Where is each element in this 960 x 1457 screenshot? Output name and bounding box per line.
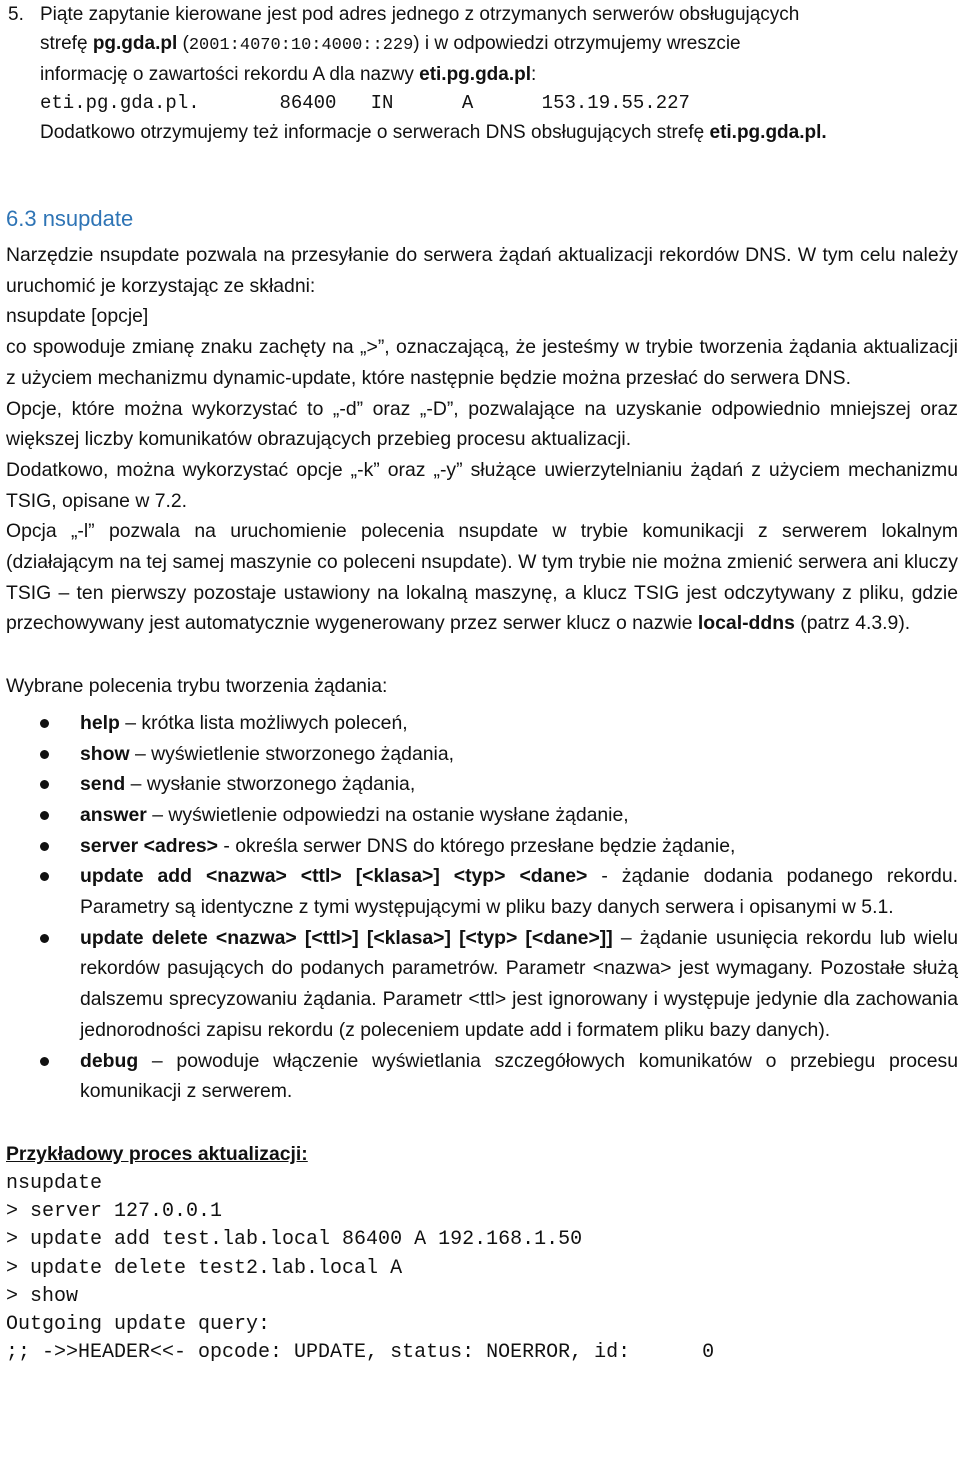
bullet-icon — [40, 750, 49, 759]
code-line: > show — [6, 1284, 79, 1308]
bullet-icon — [40, 780, 49, 789]
item5-line-1: Piąte zapytanie kierowane jest pod adres jednego z otrzymanych serwerów obsługujących — [40, 4, 800, 25]
bullet-icon — [40, 811, 49, 820]
bullet-icon — [40, 719, 49, 728]
syntax-line: nsupdate [opcje] — [6, 305, 149, 328]
list-item: show – wyświetlenie stworzonego żądania, — [6, 739, 958, 770]
zone-name-2: eti.pg.gda.pl. — [709, 122, 827, 143]
item5-line-3: informację o zawartości rekordu A dla nazwy eti.pg.gda.pl: — [40, 64, 537, 85]
ipv6-address: 2001:4070:10:4000::229 — [188, 36, 414, 55]
command-list — [6, 708, 958, 1107]
zone-name: pg.gda.pl — [92, 33, 178, 54]
bullet-icon — [40, 1057, 49, 1066]
bullet-icon — [40, 842, 49, 851]
numbered-item-5 — [8, 0, 958, 147]
example-block — [6, 1139, 958, 1368]
list-item: update delete <nazwa> [<ttl>] [<klasa>] [<typ> [<dane>]] – żądanie usunięcia rekordu lub wielu rekordów pasujących do podanych parametrów. Parametr <nazwa> jest wymagany. Pozostałe służą dalszemu sprecyzowaniu żądania. Parametr <ttl> jest ignorowany i występuje jedynie dla zachowania jednorodności zapisu rekordu (z poleceniem update add i formatem pliku bazy danych). — [6, 923, 958, 1046]
paragraph-tsig-options: Dodatkowo, można wykorzystać opcje „-k” oraz „-y” służące uwierzytelnianiu żądań z użyciem mechanizmu TSIG, opisane w 7.2. — [6, 458, 958, 512]
item-number: 5. — [8, 4, 24, 25]
paragraph-debug-options: Opcje, które można wykorzystać to „-d” oraz „-D”, pozwalające na uzyskanie odpowiednio mniejszej oraz większej liczby komunikatów obrazujących przebieg procesu aktualizacji. — [6, 397, 958, 451]
code-line: ;; ->>HEADER<<- opcode: UPDATE, status: NOERROR, id: 0 — [6, 1341, 715, 1365]
item5-line-2: strefę pg.gda.pl (2001:4070:10:4000::229) i w odpowiedzi otrzymujemy wreszcie — [40, 33, 741, 55]
code-line: > server 127.0.0.1 — [6, 1199, 223, 1223]
bullet-icon — [40, 872, 49, 881]
bullet-icon — [40, 934, 49, 943]
list-item: send – wysłanie stworzonego żądania, — [6, 769, 958, 800]
list-intro: Wybrane polecenia trybu tworzenia żądania: — [6, 675, 388, 698]
code-line: nsupdate — [6, 1171, 103, 1195]
section-heading: 6.3 nsupdate — [6, 206, 134, 231]
code-line: > update add test.lab.local 86400 A 192.168.1.50 — [6, 1228, 583, 1252]
paragraph-prompt: co spowoduje zmianę znaku zachęty na „>”, oznaczającą, że jesteśmy w trybie tworzenia żądania aktualizacji z użyciem mechanizmu dynamic-update, które następnie będzie można przesłać do serwera DNS. — [6, 336, 958, 389]
item5-line-5: Dodatkowo otrzymujemy też informacje o serwerach DNS obsługujących strefę eti.pg.gda.pl. — [40, 122, 827, 143]
list-item: answer – wyświetlenie odpowiedzi na ostanie wysłane żądanie, — [6, 800, 958, 831]
section-body — [6, 240, 958, 1368]
list-item: help – krótka lista możliwych poleceń, — [6, 708, 958, 739]
host-name: eti.pg.gda.pl — [419, 64, 532, 85]
list-item: update add <nazwa> <ttl> [<klasa>] <typ> <dane> - żądanie dodania podanego rekordu. Parametry są identyczne z tymi występującymi w pliku bazy danych serwera i opisanymi w 5.1. — [6, 861, 958, 922]
list-item: debug – powoduje włączenie wyświetlania szczegółowych komunikatów o przebiegu procesu komunikacji z serwerem. — [6, 1046, 958, 1107]
dns-record: eti.pg.gda.pl. 86400 IN A 153.19.55.227 — [40, 92, 690, 114]
list-item: server <adres> - określa serwer DNS do którego przesłane będzie żądanie, — [6, 831, 958, 862]
paragraph-intro: Narzędzie nsupdate pozwala na przesyłanie do serwera żądań aktualizacji rekordów DNS. W tym celu należy uruchomić je korzystając ze składni: — [6, 244, 958, 297]
example-heading: Przykładowy proces aktualizacji: — [6, 1142, 308, 1165]
local-ddns-key: local-ddns — [697, 612, 795, 635]
code-line: > update delete test2.lab.local A — [6, 1256, 403, 1280]
code-line: Outgoing update query: — [6, 1313, 271, 1337]
paragraph-local-option: Opcja „-l” pozwala na uruchomienie polecenia nsupdate w trybie komunikacji z serwerem lokalnym (działającym na tej samej maszynie co poleceni nsupdate). W tym trybie nie można zmienić serwera ani kluczy TSIG – ten pierwszy pozostaje ustawiony na lokalną maszynę, a klucz TSIG jest odczytywany z pliku, gdzie przechowywany jest automatycznie wygenerowany przez serwer klucz o nazwie local-ddns (patrz 4.3.9). — [6, 520, 958, 635]
